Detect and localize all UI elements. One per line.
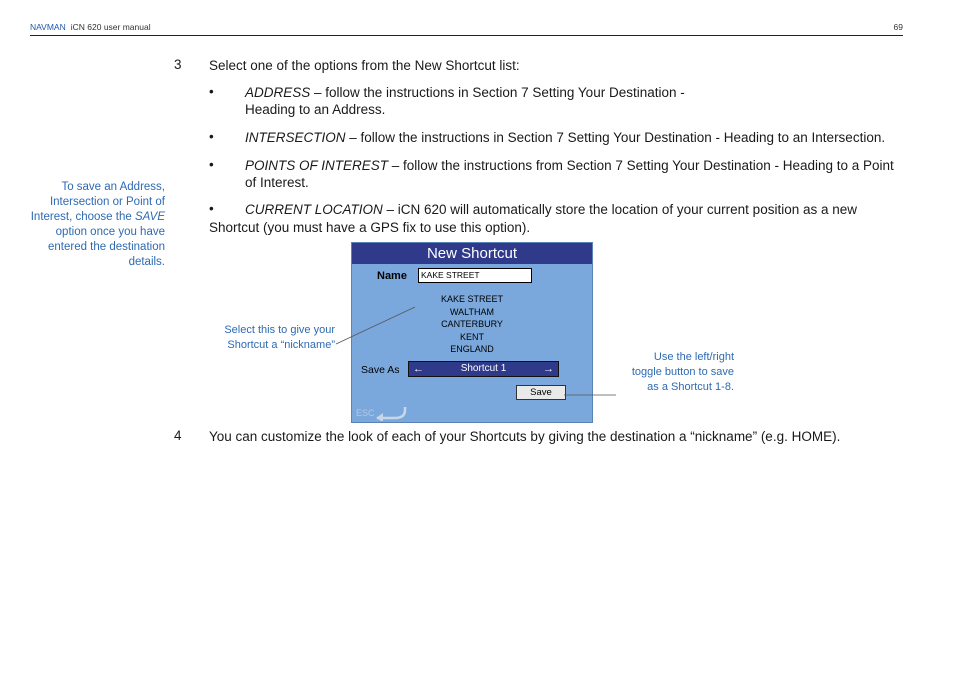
bullet-address [245, 84, 685, 118]
save-as-label: Save As [361, 364, 400, 376]
bullet-text: – iCN 620 will automatically store the location of your current position as a new [382, 202, 857, 217]
bullet-text: – follow the instructions from Section 7 Setting Your Destination - Heading to a Point [388, 158, 894, 173]
callout-line: as a Shortcut 1-8. [647, 381, 734, 393]
bullet-mark: • [209, 129, 214, 144]
side-note-text-end: option once you have entered the destination details. [47, 226, 165, 268]
side-note [30, 180, 165, 270]
step-3-number: 3 [174, 57, 182, 72]
bullet-poi [245, 157, 894, 191]
bullet-term: CURRENT LOCATION [245, 202, 383, 217]
device-screen [351, 242, 593, 423]
callout-toggle [600, 350, 734, 395]
bullet-text-cont: Shortcut (you must have a GPS fix to use this option). [209, 220, 531, 235]
bullet-term: POINTS OF INTEREST [245, 158, 389, 173]
callout-name-field [196, 323, 335, 353]
arrow-right-icon[interactable]: → [543, 363, 554, 375]
bullet-text: – follow the instructions in Section 7 Setting Your Destination - Heading to an Intersection. [345, 130, 886, 145]
bullet-text-cont: Heading to an Address. [245, 102, 386, 117]
brand-name: NAVMAN [30, 22, 66, 32]
bullet-term: ADDRESS [245, 85, 311, 100]
esc-label: ESC [356, 408, 375, 418]
bullet-mark: • [209, 201, 214, 216]
bullet-mark: • [209, 157, 214, 172]
bullet-term: INTERSECTION [245, 130, 346, 145]
bullet-text-cont: of Interest. [245, 175, 309, 190]
save-as-value: Shortcut 1 [460, 363, 507, 374]
bullet-current-location [245, 201, 857, 218]
step-4-text: You can customize the look of each of your Shortcuts by giving the destination a “nickname” (e.g. HOME). [209, 429, 841, 444]
name-label: Name [377, 270, 407, 282]
address-line: KAKE STREET [440, 294, 503, 304]
header-rule [30, 35, 903, 36]
return-arrow-icon [355, 405, 409, 421]
callout-line: Use the left/right [653, 351, 734, 363]
address-line: KENT [459, 331, 484, 342]
side-note-text: To save an Address, Intersection or Point of Interest, choose the [30, 181, 165, 223]
bullet-mark: • [209, 84, 214, 99]
address-line: CANTERBURY [441, 319, 503, 330]
address-line: ENGLAND [450, 344, 494, 355]
running-header [30, 22, 151, 32]
callout-line: Shortcut a “nickname” [227, 339, 335, 351]
name-input[interactable]: KAKE STREET [418, 268, 532, 283]
callout-line: toggle button to save [631, 366, 734, 378]
bullet-intersection [245, 129, 885, 146]
callout-line: Select this to give your [224, 324, 335, 336]
page-number: 69 [893, 22, 903, 32]
save-as-toggle[interactable] [408, 361, 559, 377]
address-line: WALTHAM [450, 306, 494, 317]
screen-title: New Shortcut [352, 243, 592, 264]
step-3-intro: Select one of the options from the New Shortcut list: [209, 58, 520, 73]
manual-title: iCN 620 user manual [70, 22, 151, 32]
step-4-number: 4 [174, 428, 182, 443]
arrow-left-icon[interactable]: ← [413, 363, 424, 375]
side-note-emphasis: SAVE [134, 211, 165, 223]
esc-button[interactable] [355, 405, 407, 421]
save-button[interactable]: Save [516, 385, 566, 400]
bullet-text: – follow the instructions in Section 7 Setting Your Destination - [310, 85, 685, 100]
address-list [412, 293, 532, 356]
